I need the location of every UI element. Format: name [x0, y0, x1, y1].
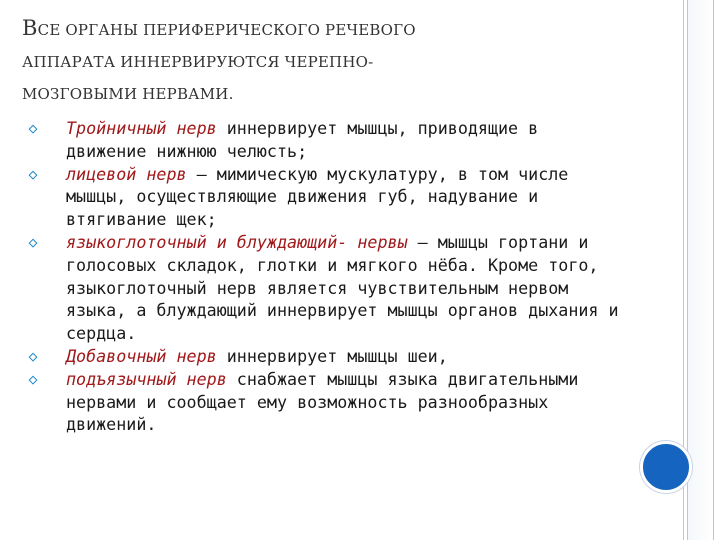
list-item: [22, 368, 622, 436]
right-frame-line: [713, 0, 714, 540]
list-item-text: [66, 368, 622, 436]
nerve-term: подъязычный нерв: [66, 368, 227, 389]
title-line-3: МОЗГОВЫМИ НЕРВАМИ.: [22, 85, 234, 103]
nerve-description: иннервирует мышцы шеи,: [216, 345, 448, 366]
list-item-text: [66, 345, 622, 368]
diamond-outline-icon: ◇: [28, 232, 38, 251]
list-item: [22, 345, 622, 368]
nerve-description: снабжает мышцы языка двигательными нервами и сообщает ему возможность разнообразных движений.: [66, 368, 579, 435]
nerve-term: Тройничный нерв: [66, 118, 217, 138]
decorative-circle: [640, 441, 692, 493]
list-item: [22, 163, 622, 231]
nerve-description: — мышцы гортани и голосовых складок, глотки и мягкого нёба. Кроме того, языкоглоточный нерв является чувствительным нервом языка, а блуждающий иннервирует мышцы органов дыхания и сердца.: [66, 231, 619, 344]
slide-title: [22, 12, 582, 110]
diamond-outline-icon: ◇: [28, 346, 38, 365]
diamond-outline-icon: ◇: [28, 369, 38, 388]
list-item: [22, 117, 622, 163]
nerve-term: языкоглоточный и блуждающий- нервы: [66, 231, 408, 252]
list-item-text: [66, 163, 622, 231]
title-line-1-text: СЕ ОРГАНЫ ПЕРИФЕРИЧЕСКОГО РЕЧЕВОГО: [37, 21, 416, 39]
right-frame-band: [688, 0, 713, 540]
list-item-text: [66, 231, 622, 345]
nerve-term: Добавочный нерв: [66, 345, 217, 366]
list-item: [22, 231, 622, 345]
diamond-outline-icon: ◇: [28, 164, 38, 183]
list-item-text: [66, 117, 622, 163]
title-line-1: [22, 12, 582, 46]
title-initial-capital: В: [22, 16, 38, 40]
diamond-outline-icon: ◇: [28, 119, 38, 137]
nerve-term: лицевой нерв: [66, 163, 187, 184]
title-line-2: АППАРАТА ИННЕРВИРУЮТСЯ ЧЕРЕПНО-: [22, 53, 374, 71]
nerve-description: — мимическую мускулатуру, в том числе мышцы, осуществляющие движения губ, надувание и втягивание щек;: [66, 163, 569, 230]
nerve-description: иннервирует мышцы, приводящие в движение нижнюю челюсть;: [66, 118, 539, 161]
bullet-list: [22, 117, 622, 436]
